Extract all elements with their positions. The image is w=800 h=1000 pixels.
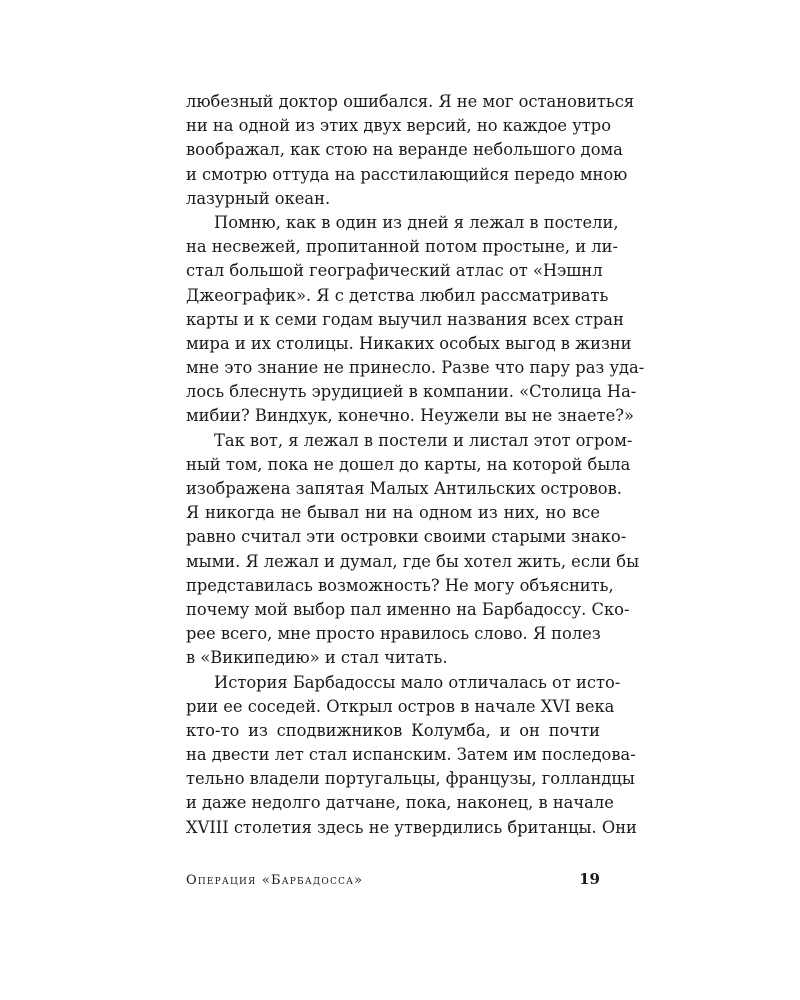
text-line: на двести лет стал испанским. Затем им последова- (186, 745, 636, 765)
text-line: мибии? Виндхук, конечно. Неужели вы не знаете?» (186, 406, 634, 426)
text-line: лазурный океан. (186, 188, 331, 208)
text-line: почему мой выбор пал именно на Барбадоссу. Ско- (186, 599, 630, 619)
text-line: кто-то из сподвижников Колумба, и он почти (186, 720, 600, 740)
text-line: равно считал эти островки своими старыми знако- (186, 527, 627, 547)
text-line: XVIII столетия здесь не утвердились британцы. Они (186, 817, 637, 837)
text-line: лось блеснуть эрудицией в компании. «Столица На- (186, 382, 637, 402)
text-line: рее всего, мне просто нравилось слово. Я полез (186, 624, 601, 644)
text-line: Так вот, я лежал в постели и листал этот огром- (214, 430, 633, 450)
text-line: Джеографик». Я с детства любил рассматривать (186, 285, 609, 305)
text-line: карты и к семи годам выучил названия всех стран (186, 309, 624, 329)
text-line: Я никогда не бывал ни на одном из них, но все (186, 503, 600, 523)
text-line: ный том, пока не дошел до карты, на которой была (186, 454, 631, 474)
text-line: История Барбадоссы мало отличалась от исто- (214, 672, 621, 692)
text-line: мне это знание не принесло. Разве что пару раз уда- (186, 358, 645, 378)
text-line: стал большой географический атлас от «Нэшнл (186, 261, 603, 281)
text-line: мыми. Я лежал и думал, где бы хотел жить, если бы (186, 551, 640, 571)
body-text (186, 90, 645, 840)
text-line: любезный доктор ошибался. Я не мог остановиться (186, 92, 635, 111)
text-line: воображал, как стою на веранде небольшого дома (186, 140, 623, 160)
text-line: рии ее соседей. Открыл остров в начале XVI века (186, 696, 615, 716)
text-line: ни на одной из этих двух версий, но каждое утро (186, 116, 612, 136)
text-line: и смотрю оттуда на расстилающийся передо мною (186, 164, 628, 184)
text-line: и даже недолго датчане, пока, наконец, в начале (186, 793, 614, 813)
text-line: представилась возможность? Не могу объяснить, (186, 575, 614, 595)
text-line: тельно владели португальцы, французы, голландцы (186, 769, 635, 789)
text-line: на несвежей, пропитанной потом простыне, и ли- (186, 237, 619, 257)
running-title: Операция «Барбадосса» (186, 873, 364, 888)
text-line: мира и их столицы. Никаких особых выгод в жизни (186, 333, 632, 353)
page-number: 19 (579, 870, 600, 888)
text-line: в «Википедию» и стал читать. (186, 648, 448, 668)
page-footer (186, 870, 600, 894)
text-line: изображена запятая Малых Антильских островов. (186, 479, 622, 498)
text-line: Помню, как в один из дней я лежал в постели, (214, 212, 619, 232)
